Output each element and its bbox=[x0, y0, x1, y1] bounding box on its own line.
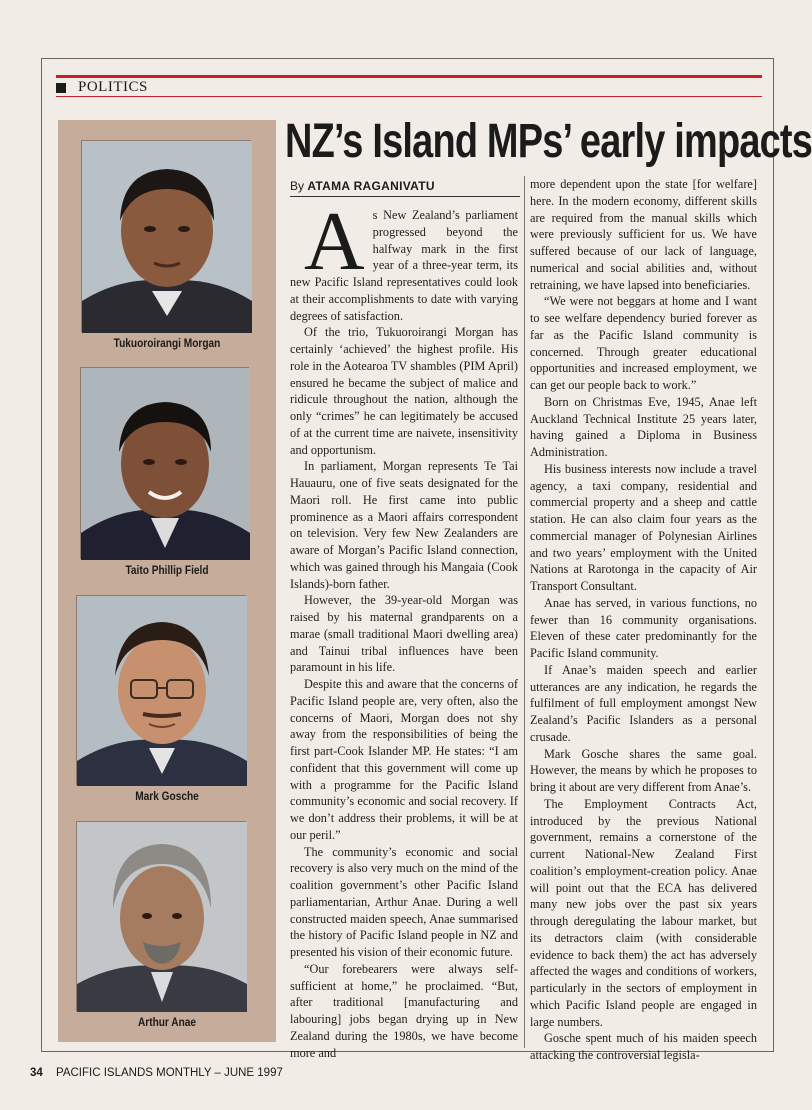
portrait-icon bbox=[82, 141, 252, 333]
column-rule bbox=[524, 176, 525, 1048]
photo-caption-4: Arthur Anae bbox=[137, 1017, 197, 1029]
paragraph: If Anae’s maiden speech and earlier utterances are any indication, he regards the fulfilment of full employment amongst New Zealand’s Pacific Islanders as a personal crusade. bbox=[530, 662, 757, 744]
paragraph bbox=[290, 195, 518, 324]
photo-caption-1: Tukuoroirangi Morgan bbox=[113, 338, 221, 350]
portrait-icon bbox=[77, 822, 247, 1012]
portrait-photo-2 bbox=[80, 367, 249, 559]
section-bottom-rule bbox=[56, 96, 762, 97]
photo-caption-2: Taito Phillip Field bbox=[125, 565, 209, 577]
paragraph: In parliament, Morgan represents Te Tai Hauauru, one of five seats designated for the Maori roll. He first came into public prominence as a Maori affairs correspondent on television. Very few New Zealanders are aware of Morgan’s Pacific Island connection, which was gained through his Mangaia (Cook Islands)-born father. bbox=[290, 459, 518, 591]
paragraph: The community’s economic and social recovery is also very much on the mind of the coalition government’s other Pacific Island parliamentarian, Arthur Anae. During a well constructed maiden speech, Anae summarised the history of Pacific Island people in NZ and presented his vision of their economic future. bbox=[290, 844, 518, 959]
paragraph: His business interests now include a travel agency, a taxi company, residential and commercial property and a sheep and cattle station. He can also claim four years as the commercial manager of Polynesian Airlines and two years’ employment with the United Nations at Rarotonga in the capacity of Air Transport Consultant. bbox=[530, 461, 757, 593]
portrait-icon bbox=[81, 368, 250, 560]
portrait-photo-3 bbox=[76, 595, 246, 785]
byline-prefix: By bbox=[290, 179, 305, 193]
portrait-photo-4 bbox=[76, 821, 246, 1011]
section-bullet-icon bbox=[56, 83, 66, 93]
drop-cap: A bbox=[304, 195, 365, 288]
paragraph: Gosche spent much of his maiden speech attacking the controversial legisla- bbox=[530, 1031, 757, 1062]
portrait-photo-1 bbox=[81, 140, 251, 332]
paragraph: more dependent upon the state [for welfare] here. In the modern economy, different skills are required from the manual skills which were previously sufficient for us. We have suffered because of our lack of language, numerical and social abilities and, without retraining, we have lapsed into beneficiaries. bbox=[530, 177, 757, 292]
paragraph: Of the trio, Tukuoroirangi Morgan has certainly ‘achieved’ the highest profile. His role in the Aotearoa TV shambles (PIM April) ensured he became the subject of malice and ridicule throughout the nation, although the only “crimes” he can legitimately be accused of at the current time are naivete, insensitivity and opportunism. bbox=[290, 325, 518, 457]
paragraph: “Our forebearers were always self-sufficient at home,” he proclaimed. “But, after traditional [manufacturing and labouring] jobs began drying up in New Zealand during the 1980s, we have become more and bbox=[290, 961, 518, 1060]
photo-sidebar bbox=[58, 120, 276, 1042]
paragraph: Despite this and aware that the concerns of Pacific Island people are, very often, also the concerns of Maori, Morgan does not shy away from the responsibilities of being the first part-Cook Islander MP. He states: “I am confident that this government will come up with a programme for the Pacific Island community’s economic and social recovery. If we don’t address their problems, it will be at our peril.” bbox=[290, 677, 518, 842]
publication-line: PACIFIC ISLANDS MONTHLY – JUNE 1997 bbox=[56, 1067, 283, 1079]
photo-caption-3: Mark Gosche bbox=[135, 791, 199, 803]
article-headline: NZ’s Island MPs’ early impacts bbox=[285, 115, 812, 168]
section-label: POLITICS bbox=[78, 79, 148, 95]
byline-author: ATAMA RAGANIVATU bbox=[307, 179, 435, 193]
paragraph: Born on Christmas Eve, 1945, Anae left Auckland Technical Institute 25 years later, having gained a Diploma in Business Administration. bbox=[530, 394, 757, 459]
article-column-1 bbox=[290, 195, 518, 1060]
paragraph: Anae has served, in various functions, no fewer than 16 community organisations. Eleven of these cater predominantly for the Pacific Island community. bbox=[530, 595, 757, 660]
paragraph: However, the 39-year-old Morgan was raised by his maternal grandparents on a marae (small traditional Maori dwelling area) and Tainui tribal influences have been paramount in his life. bbox=[290, 593, 518, 675]
paragraph: “We were not beggars at home and I want to see welfare dependency buried forever as far as the Pacific Island community is concerned. Through greater educational opportunities and increased employment, we can get our people back to work.” bbox=[530, 294, 757, 392]
page-number: 34 bbox=[30, 1067, 43, 1079]
article-column-2 bbox=[530, 176, 757, 1062]
section-top-rule bbox=[56, 75, 762, 78]
page-footer bbox=[30, 1067, 283, 1079]
paragraph-text: s New Zealand’s parliament progressed beyond the halfway mark in the first year of a three-year term, its new Pacific Island representatives could look at their accomplishments to date with varying degrees of satisfaction. bbox=[290, 208, 518, 323]
paragraph: The Employment Contracts Act, introduced by the previous National government, remains a cornerstone of the current National-New Zealand First coalition’s employment-creation policy. Anae will point out that the ECA has delivered many new jobs over the past six years through deregulating the labour market, but its detractors claim (with considerable evidence to back them) the act has adversely affected the wages and conditions of workers, particularly in the sectors of employment in which Pacific Island people are engaged in large numbers. bbox=[530, 796, 757, 1029]
paragraph: Mark Gosche shares the same goal. However, the means by which he proposes to bring it about are very different from Anae’s. bbox=[530, 746, 757, 794]
portrait-icon bbox=[77, 596, 247, 786]
section-header bbox=[56, 75, 762, 97]
